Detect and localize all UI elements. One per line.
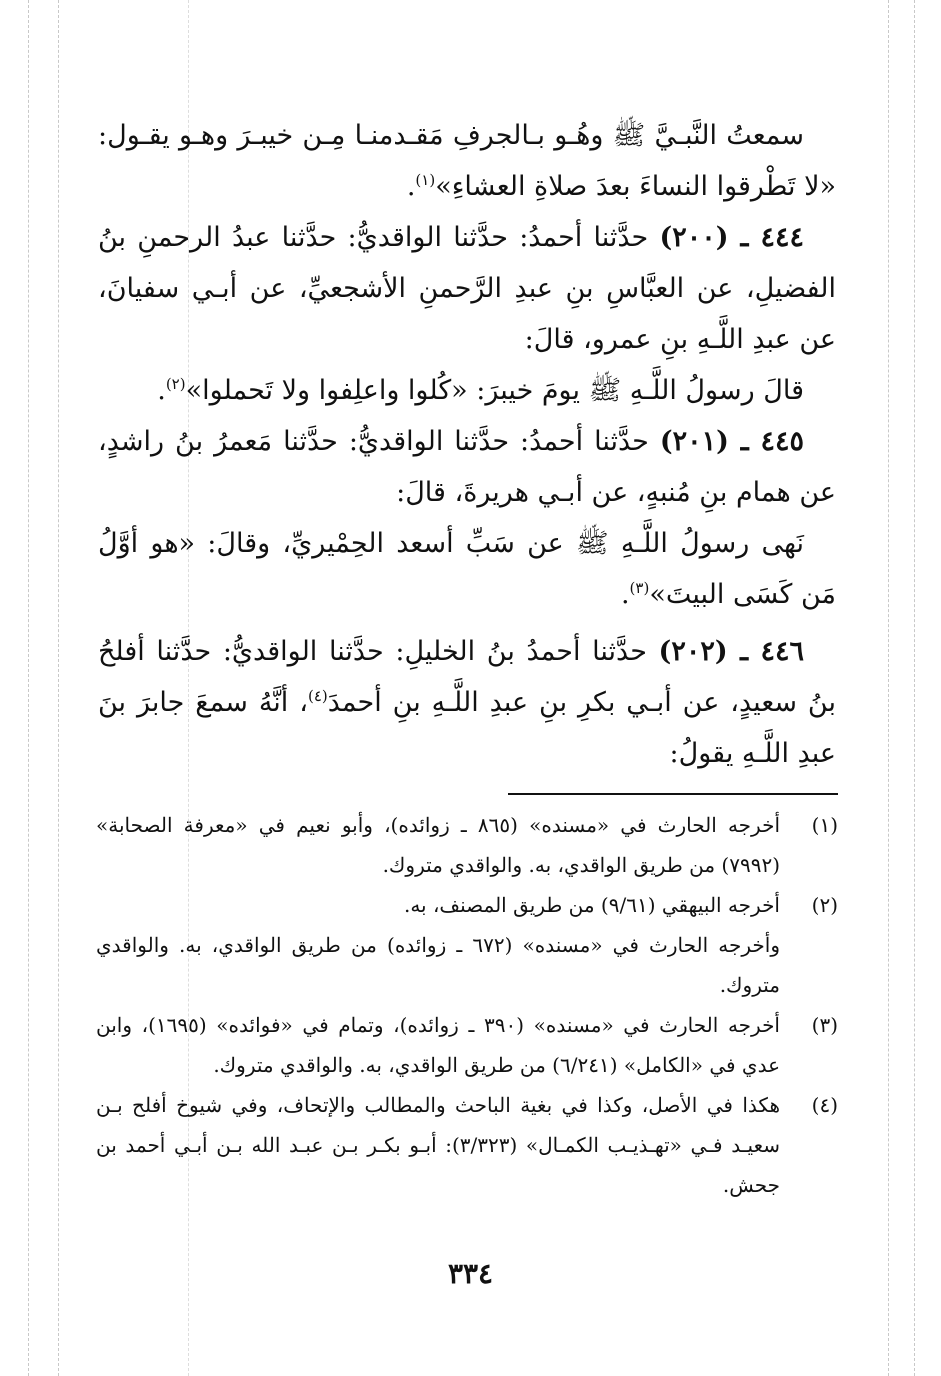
paragraph-hadith-444 (98, 212, 836, 365)
isnad-text: حدَّثنا أحمدُ بنُ الخليلِ: حدَّثنا الواقديُّ: حدَّثنا أفلحُ بنُ سعيدٍ، عن أبـي بكرِ بنِ عبدِ اللَّـهِ بنِ أحمدَ (98, 636, 836, 718)
footnote-mark: (٤) (811, 1093, 838, 1117)
main-text (98, 110, 836, 779)
footnote-ref[interactable]: (١) (415, 171, 436, 189)
footnote-mark: (٣) (811, 1013, 838, 1037)
hadith-number: ٤٤٦ ـ (٢٠٢) (658, 636, 804, 667)
footnote-continuation: وأخرجه الحارث في «مسنده» (٦٧٢ ـ زوائده) من طريق الواقدي، به. والواقدي متروك. (96, 933, 781, 997)
isnad-text: حدَّثنا أحمدُ: حدَّثنا الواقديُّ: حدَّثنا مَعمرُ بنُ راشدٍ، عن همام بنِ مُنبهٍ، عن أبـي هريرةَ، قالَ: (98, 426, 836, 508)
paragraph-text: نَهى رسولُ اللَّـهِ ﷺ عن سَبِّ أسعد الحِمْيريِّ، وقالَ: «هو أوَّلُ مَن كَسَى البيتَ» (98, 528, 836, 610)
footnote-mark: (٢) (811, 893, 838, 917)
paragraph-text: قالَ رسولُ اللَّـهِ ﷺ يومَ خيبرَ: «كُلوا واعلِفوا ولا تَحملوا» (185, 375, 804, 406)
paragraph-tail: . (157, 375, 166, 406)
paragraph-hadith-446 (98, 626, 836, 779)
paragraph-hadith-445 (98, 416, 836, 518)
hadith-number: ٤٤٤ ـ (٢٠٠) (659, 222, 804, 253)
scan-guide-line (58, 0, 59, 1376)
page-number: ٣٣٤ (447, 1257, 494, 1290)
footnote-body (96, 885, 780, 925)
isnad-text: حدَّثنا أحمدُ: حدَّثنا الواقديُّ: حدَّثنا عبدُ الرحمنِ بنُ الفضيلِ، عن العبَّاسِ بنِ عبدِ الرَّحمنِ الأشجعيِّ، عن أبـي سفيانَ، عن عبدِ اللَّـهِ بنِ عمرو، قالَ: (98, 222, 836, 355)
paragraph-hadith-text (98, 365, 836, 416)
footnote-item (96, 805, 838, 885)
scan-guide-line (28, 0, 29, 1376)
footnote-ref[interactable]: (٢) (165, 375, 186, 393)
footnote-mark: (١) (811, 813, 838, 837)
paragraph-tail: ، أنَّهُ سمعَ جابرَ بنَ عبدِ اللَّـهِ يقولُ: (98, 687, 836, 769)
scan-guide-line (888, 0, 889, 1376)
footnote-text: هكذا في الأصل، وكذا في بغية الباحث والمطالب والإتحاف، وفي شيوخ أفلح بـن سعيـد فـي «تهـذيـب الكمـال» (٣/٣٢٣): أبـو بكـر بـن عبـد الله بـن أبـي أحمد بن جحش. (96, 1093, 780, 1197)
paragraph-tail: . (620, 579, 630, 610)
footnote-body (96, 805, 780, 885)
footnote-text: أخرجه الحارث في «مسنده» (٨٦٥ ـ زوائده)، وأبو نعيم في «معرفة الصحابة» (٧٩٩٢) من طريق الواقدي، به. والواقدي متروك. (96, 813, 780, 877)
paragraph-text: سمعتُ النَّبـيَّ ﷺ وهُـو بـالجرفِ مَقـدمنـا مِـن خيبـرَ وهـو يقـول: «لا تَطْرقوا النساءَ بعدَ صلاةِ العشاءِ» (98, 120, 836, 202)
footnote-item (96, 1005, 838, 1085)
paragraph-tail: . (406, 171, 416, 202)
paragraph-hadith-text (98, 110, 836, 212)
footnote-body (96, 1085, 780, 1205)
footnote-item (96, 885, 838, 925)
footnote-separator (508, 793, 838, 795)
footnote-ref[interactable]: (٣) (629, 579, 650, 597)
footnote-text: أخرجه البيهقي (٩/٦١) من طريق المصنف، به. (403, 893, 780, 917)
footnotes (96, 805, 838, 1205)
footnote-text: أخرجه الحارث في «مسنده» (٣٩٠ ـ زوائده)، وتمام في «فوائده» (١٦٩٥)، وابن عدي في «الكامل» (٦/٢٤١) من طريق الواقدي، به. والواقدي متروك. (96, 1013, 780, 1077)
paragraph-hadith-text (98, 518, 836, 620)
footnote-item (96, 1085, 838, 1205)
hadith-number: ٤٤٥ ـ (٢٠١) (659, 426, 804, 457)
footnote-body (96, 1005, 780, 1085)
scan-guide-line (914, 0, 915, 1376)
footnote-ref[interactable]: (٤) (307, 687, 328, 705)
